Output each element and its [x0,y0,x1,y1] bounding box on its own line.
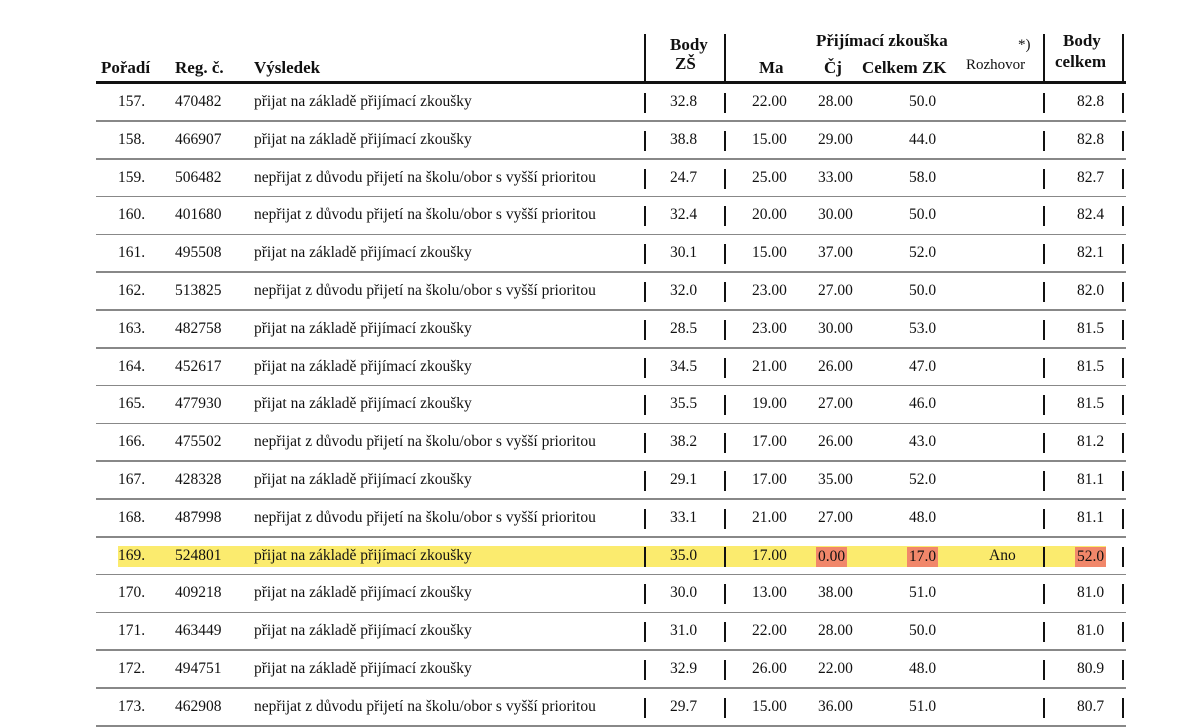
reg-number-cell: 428328 [175,470,222,488]
column-separator [724,282,726,302]
ma-score-cell: 21.00 [752,508,787,526]
ma-score-cell: 15.00 [752,130,787,148]
column-separator [644,93,646,113]
rank-cell: 163. [118,319,146,337]
column-separator [1043,584,1045,604]
column-separator [1043,206,1045,226]
column-separator [724,433,726,453]
result-cell: přijat na základě přijímací zkoušky [254,546,472,564]
column-separator [1043,698,1045,718]
reg-number-cell: 487998 [175,508,222,526]
rank-cell: 157. [118,93,146,110]
reg-number-cell: 466907 [175,130,222,148]
column-separator [1122,395,1124,415]
reg-number-cell: 495508 [175,244,222,262]
column-separator [1122,206,1124,226]
column-separator [724,93,726,113]
column-separator [724,509,726,529]
column-separator [1043,244,1045,264]
column-separator [1122,622,1124,642]
reg-number-cell: 452617 [175,357,222,375]
table-row [0,349,1200,387]
body-zs-cell: 30.1 [670,244,698,262]
header-separator [644,34,646,82]
ma-score-cell: 22.00 [752,622,787,640]
body-celkem-cell: 82.8 [1077,93,1105,110]
reg-number-cell: 475502 [175,433,222,451]
cj-score-cell: 36.00 [818,697,853,715]
column-separator [1043,358,1045,378]
rank-cell: 167. [118,470,146,488]
cj-score-cell: 27.00 [818,395,853,413]
rank-cell: 173. [118,697,146,715]
column-separator [1043,622,1045,642]
body-zs-cell: 30.0 [670,584,698,602]
rank-cell: 159. [118,168,146,186]
column-separator [1122,547,1124,567]
body-zs-cell: 28.5 [670,319,698,337]
table-row [0,122,1200,160]
reg-number-cell: 470482 [175,93,222,110]
column-separator [1043,660,1045,680]
column-separator [724,131,726,151]
column-separator [724,698,726,718]
rank-cell: 168. [118,508,146,526]
column-separator [724,395,726,415]
rank-cell: 161. [118,244,146,262]
reg-number-cell: 482758 [175,319,222,337]
body-celkem-cell: 81.2 [1077,433,1105,451]
header-prijimaci: Přijímací zkouška [816,31,948,50]
column-separator [644,244,646,264]
column-separator [644,584,646,604]
column-separator [644,320,646,340]
celkem-zk-cell: 44.0 [909,130,937,148]
rank-cell: 170. [118,584,146,602]
column-separator [724,622,726,642]
body-zs-cell: 35.0 [670,546,698,564]
column-separator [1043,320,1045,340]
body-celkem-cell: 81.1 [1077,508,1105,526]
result-cell: nepřijat z důvodu přijetí na školu/obor s vyšší prioritou [254,433,596,451]
celkem-zk-cell: 51.0 [909,584,937,602]
column-separator [644,131,646,151]
ma-score-cell: 17.00 [752,470,787,488]
cj-score-cell: 35.00 [818,470,853,488]
result-cell: nepřijat z důvodu přijetí na školu/obor s vyšší prioritou [254,697,596,715]
result-cell: přijat na základě přijímací zkoušky [254,130,472,148]
column-separator [1122,698,1124,718]
column-separator [644,471,646,491]
celkem-zk-cell: 51.0 [909,697,937,715]
body-zs-cell: 32.0 [670,281,698,299]
header-celkem-zk: Celkem ZK [862,58,947,77]
column-separator [1122,93,1124,113]
table-row [0,311,1200,349]
body-zs-cell: 38.2 [670,433,698,451]
celkem-zk-cell: 58.0 [909,168,937,186]
column-separator [724,320,726,340]
reg-number-cell: 477930 [175,395,222,413]
column-separator [644,509,646,529]
column-separator [1122,358,1124,378]
column-separator [1122,244,1124,264]
cj-score-cell: 33.00 [818,168,853,186]
body-zs-cell: 32.4 [670,206,698,224]
column-separator [644,433,646,453]
reg-number-cell: 506482 [175,168,222,186]
celkem-zk-cell: 53.0 [909,319,937,337]
table-row [0,500,1200,538]
column-separator [724,547,726,567]
column-separator [1122,433,1124,453]
table-row [0,613,1200,651]
column-separator [644,660,646,680]
table-row [0,575,1200,613]
column-separator [1043,282,1045,302]
column-separator [724,206,726,226]
rank-cell: 162. [118,281,146,299]
result-cell: nepřijat z důvodu přijetí na školu/obor s vyšší prioritou [254,168,596,186]
header-vysledek: Výsledek [254,58,321,77]
column-separator [644,169,646,189]
table-row [0,424,1200,462]
column-separator [1122,320,1124,340]
ma-score-cell: 15.00 [752,244,787,262]
body-celkem-cell: 82.8 [1077,130,1105,148]
result-cell: přijat na základě přijímací zkoušky [254,659,472,677]
header-separator [724,34,726,82]
body-celkem-cell: 82.7 [1077,168,1105,186]
reg-number-cell: 463449 [175,622,222,640]
header-separator [1043,34,1045,82]
body-zs-cell: 31.0 [670,622,698,640]
header-rozhovor: Rozhovor [966,57,1026,73]
body-zs-cell: 29.7 [670,697,698,715]
column-separator [644,358,646,378]
body-zs-cell: 32.8 [670,93,698,110]
table-row [0,273,1200,311]
body-celkem-cell: 82.4 [1077,206,1105,224]
body-celkem-cell: 81.5 [1077,357,1105,375]
body-zs-cell: 35.5 [670,395,698,413]
cj-score-cell: 0.00 [818,547,846,565]
column-separator [1043,131,1045,151]
table-row [0,235,1200,273]
ma-score-cell: 19.00 [752,395,787,413]
cj-score-cell: 26.00 [818,357,853,375]
body-zs-cell: 34.5 [670,357,698,375]
column-separator [1122,509,1124,529]
reg-number-cell: 494751 [175,659,222,677]
body-celkem-cell: 52.0 [1077,547,1105,565]
header-ma: Ma [759,58,784,77]
table-row [0,651,1200,689]
celkem-zk-cell: 52.0 [909,470,937,488]
header-body-celkem-1: Body [1063,31,1101,50]
rank-cell: 166. [118,433,146,451]
body-zs-cell: 33.1 [670,508,698,526]
column-separator [644,547,646,567]
ma-score-cell: 15.00 [752,697,787,715]
body-celkem-cell: 80.9 [1077,659,1105,677]
column-separator [644,206,646,226]
ma-score-cell: 21.00 [752,357,787,375]
result-cell: přijat na základě přijímací zkoušky [254,622,472,640]
result-cell: přijat na základě přijímací zkoušky [254,93,472,110]
reg-number-cell: 401680 [175,206,222,224]
rank-cell: 165. [118,395,146,413]
body-celkem-cell: 81.1 [1077,470,1105,488]
ma-score-cell: 17.00 [752,433,787,451]
cj-score-cell: 38.00 [818,584,853,602]
rank-cell: 172. [118,659,146,677]
celkem-zk-cell: 47.0 [909,357,937,375]
column-separator [644,282,646,302]
column-separator [1122,282,1124,302]
rank-cell: 169. [118,546,146,564]
cj-score-cell: 30.00 [818,319,853,337]
reg-number-cell: 513825 [175,281,222,299]
reg-number-cell: 524801 [175,546,222,564]
header-reg: Reg. č. [175,58,224,77]
result-cell: přijat na základě přijímací zkoušky [254,470,472,488]
celkem-zk-cell: 50.0 [909,93,937,110]
row-divider [96,725,1126,727]
result-cell: nepřijat z důvodu přijetí na školu/obor s vyšší prioritou [254,281,596,299]
table-row-highlighted [0,538,1200,576]
body-zs-cell: 38.8 [670,130,698,148]
header-cj: Čj [824,58,842,77]
column-separator [644,622,646,642]
column-separator [1122,169,1124,189]
ma-score-cell: 13.00 [752,584,787,602]
cj-score-cell: 30.00 [818,206,853,224]
column-separator [1043,471,1045,491]
result-cell: přijat na základě přijímací zkoušky [254,357,472,375]
column-separator [724,471,726,491]
result-cell: přijat na základě přijímací zkoušky [254,244,472,262]
rank-cell: 164. [118,357,146,375]
cj-score-cell: 28.00 [818,622,853,640]
ma-score-cell: 23.00 [752,281,787,299]
body-celkem-cell: 81.5 [1077,395,1105,413]
column-separator [1122,471,1124,491]
result-cell: přijat na základě přijímací zkoušky [254,319,472,337]
result-cell: přijat na základě přijímací zkoušky [254,395,472,413]
rank-cell: 171. [118,622,146,640]
cj-score-cell: 29.00 [818,130,853,148]
rozhovor-cell: Ano [989,546,1016,564]
ma-score-cell: 17.00 [752,546,787,564]
celkem-zk-cell: 50.0 [909,622,937,640]
cj-score-cell: 22.00 [818,659,853,677]
result-cell: nepřijat z důvodu přijetí na školu/obor s vyšší prioritou [254,206,596,224]
table-row [0,462,1200,500]
result-cell: přijat na základě přijímací zkoušky [254,584,472,602]
column-separator [724,244,726,264]
rank-cell: 160. [118,206,146,224]
ma-score-cell: 25.00 [752,168,787,186]
celkem-zk-cell: 43.0 [909,433,937,451]
celkem-zk-cell: 48.0 [909,659,937,677]
column-separator [1122,131,1124,151]
column-separator [1043,169,1045,189]
body-celkem-cell: 81.0 [1077,622,1105,640]
column-separator [1122,584,1124,604]
cj-score-cell: 28.00 [818,93,853,110]
body-zs-cell: 29.1 [670,470,698,488]
header-poradi: Pořadí [101,58,151,77]
header-separator [1122,34,1124,82]
celkem-zk-cell: 50.0 [909,206,937,224]
ma-score-cell: 26.00 [752,659,787,677]
cj-score-cell: 27.00 [818,281,853,299]
ma-score-cell: 23.00 [752,319,787,337]
result-cell: nepřijat z důvodu přijetí na školu/obor s vyšší prioritou [254,508,596,526]
table-row [0,689,1200,727]
column-separator [1043,547,1045,567]
body-celkem-cell: 81.5 [1077,319,1105,337]
celkem-zk-cell: 52.0 [909,244,937,262]
column-separator [724,169,726,189]
celkem-zk-cell: 17.0 [909,547,937,565]
column-separator [1043,93,1045,113]
body-zs-cell: 32.9 [670,659,698,677]
column-separator [724,358,726,378]
column-separator [724,584,726,604]
celkem-zk-cell: 50.0 [909,281,937,299]
reg-number-cell: 409218 [175,584,222,602]
column-separator [1122,660,1124,680]
body-celkem-cell: 82.1 [1077,244,1105,262]
column-separator [1043,395,1045,415]
cj-score-cell: 27.00 [818,508,853,526]
column-separator [644,395,646,415]
cj-score-cell: 37.00 [818,244,853,262]
column-separator [644,698,646,718]
table-row [0,197,1200,235]
header-body-zs-1: Body [670,35,708,54]
body-celkem-cell: 82.0 [1077,281,1105,299]
header-footnote-mark: *) [1018,37,1031,53]
column-separator [1043,509,1045,529]
cj-score-cell: 26.00 [818,433,853,451]
celkem-zk-cell: 46.0 [909,395,937,413]
column-separator [724,660,726,680]
header-body-zs-2: ZŠ [675,54,696,73]
table-row [0,84,1200,122]
body-zs-cell: 24.7 [670,168,698,186]
celkem-zk-cell: 48.0 [909,508,937,526]
rank-cell: 158. [118,130,146,148]
table-row [0,160,1200,198]
ma-score-cell: 20.00 [752,206,787,224]
results-table-body [0,84,1200,727]
column-separator [1043,433,1045,453]
ma-score-cell: 22.00 [752,93,787,110]
table-row [0,386,1200,424]
header-body-celkem-2: celkem [1055,52,1106,71]
reg-number-cell: 462908 [175,697,222,715]
body-celkem-cell: 81.0 [1077,584,1105,602]
body-celkem-cell: 80.7 [1077,697,1105,715]
